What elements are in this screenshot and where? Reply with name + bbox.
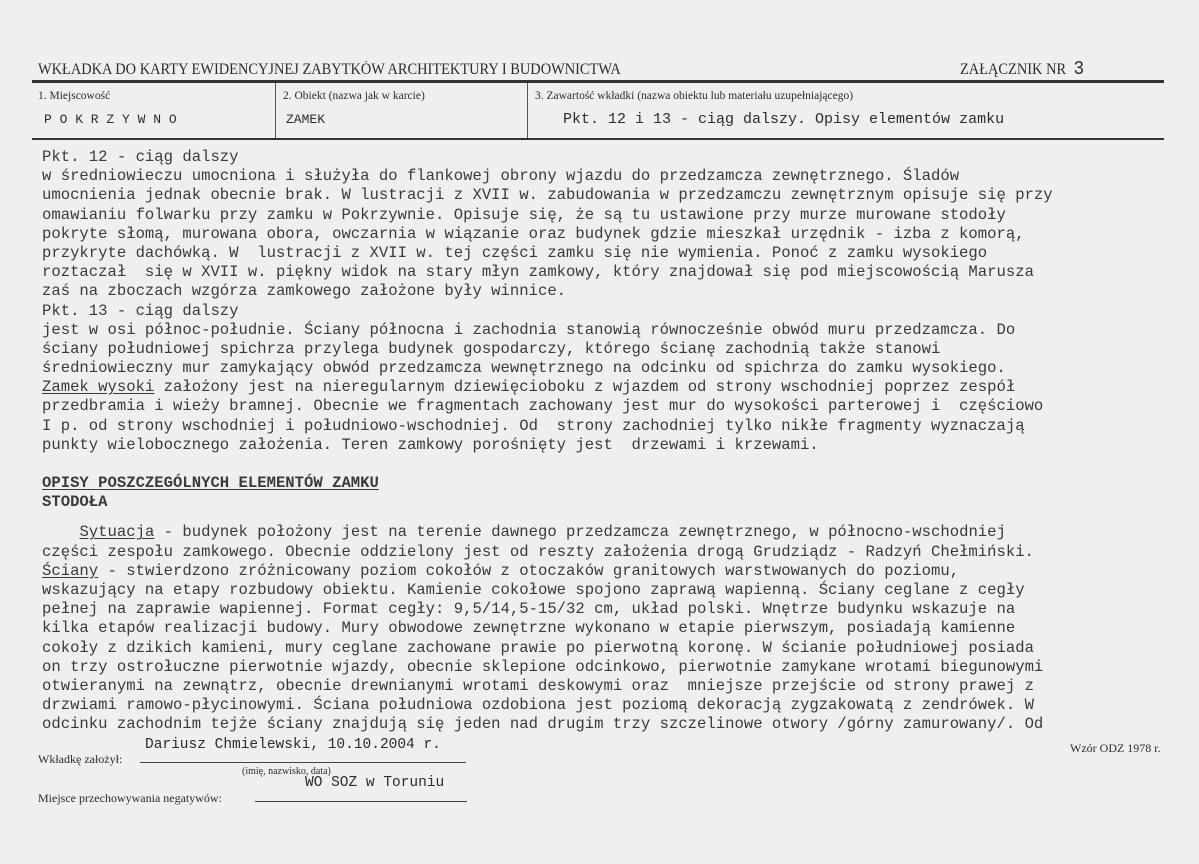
text-line bbox=[42, 436, 1053, 455]
line-text: Pkt. 13 - ciąg dalszy bbox=[42, 301, 239, 320]
text-line bbox=[42, 186, 1053, 205]
text-line bbox=[42, 378, 1053, 397]
line-text: wskazujący na etapy rozbudowy obiektu. Kamienie cokołowe spojono zaprawą wapienną. Ściany ceglane z cegły bbox=[42, 580, 1025, 599]
line-text: części zespołu zamkowego. Obecnie oddzielony jest od reszty założenia drogą Grudziądz - Radzyń Chełmiński. bbox=[42, 542, 1034, 561]
line-text: ściany południowej spichrza przylega budynek gospodarczy, którego ścianę zachodnią także stanowi bbox=[42, 339, 941, 358]
author-value: Dariusz Chmielewski, 10.10.2004 r. bbox=[145, 737, 441, 753]
text-line bbox=[42, 417, 1053, 436]
author-underline bbox=[140, 762, 466, 763]
line-text: omawianiu folwarku przy zamku w Pokrzywnie. Opisuje się, że są tu ustawione przy murze murowane stodoły bbox=[42, 205, 1006, 224]
text-line bbox=[42, 302, 1053, 321]
text-line bbox=[42, 600, 1053, 619]
line-text: pokryte słomą, murowana obora, owczarnia w wiązanie oraz budynek gdzie mieszkał urzędnik - izba z komorą, bbox=[42, 224, 1025, 243]
contents-value: Pkt. 12 i 13 - ciąg dalszy. Opisy elementów zamku bbox=[563, 111, 1005, 128]
text-line bbox=[42, 244, 1053, 263]
text-line bbox=[42, 397, 1053, 416]
template-note: Wzór ODZ 1978 r. bbox=[1070, 741, 1161, 755]
line-text: jest w osi północ-południe. Ściany północna i zachodnia stanowią równocześnie obwód muru przedzamcza. Do bbox=[42, 320, 1016, 339]
header-top-rule bbox=[32, 80, 1164, 83]
object-value: ZAMEK bbox=[286, 112, 326, 127]
text-line bbox=[42, 523, 1053, 542]
subsection-heading: STODOŁA bbox=[42, 493, 108, 512]
text-line bbox=[42, 543, 1053, 562]
underlined-term: Zamek wysoki bbox=[42, 378, 155, 397]
annex-label bbox=[960, 58, 1084, 80]
section-heading-text: OPISY POSZCZEGÓLNYCH ELEMENTÓW ZAMKU bbox=[42, 474, 379, 492]
line-text: założony jest na nieregularnym dziewięcioboku z wjazdem od strony wschodniej poprzez zespół bbox=[154, 378, 1016, 397]
text-line bbox=[42, 677, 1053, 696]
line-text: w średniowieczu umocniona i służyła do flankowej obrony wjazdu do przedzamcza zewnętrznego. Śladów bbox=[42, 167, 960, 186]
text-line bbox=[42, 206, 1053, 225]
indent bbox=[42, 523, 79, 541]
text-line bbox=[42, 263, 1053, 282]
document-body bbox=[42, 148, 1053, 734]
author-hint: (imię, nazwisko, data) bbox=[242, 766, 331, 777]
line-text: otwieranymi na zewnątrz, obecnie drewnianymi wrotami deskowymi oraz mniejsze przejście od strony prawej z bbox=[42, 676, 1034, 695]
line-text: drzwiami ramowo-płycinowymi. Ściana południowa ozdobiona jest poziomą dekoracją zygzakowatą z zendrówek. W bbox=[42, 696, 1034, 715]
annex-label-text: ZAŁĄCZNIK NR bbox=[960, 61, 1067, 78]
line-text: punkty wielobocznego założenia. Teren zamkowy porośnięty jest drzewami i krzewami. bbox=[42, 435, 819, 454]
text-line bbox=[42, 282, 1053, 301]
line-text: odcinku zachodnim tejże ściany znajdują się jeden nad drugim trzy szczelinowe otwory /górny zamurowany/. Od bbox=[42, 715, 1044, 734]
text-line bbox=[42, 619, 1053, 638]
field-divider bbox=[527, 83, 528, 140]
text-line bbox=[42, 321, 1053, 340]
text-line bbox=[42, 639, 1053, 658]
text-line bbox=[42, 715, 1053, 734]
line-text: on trzy ostrołuczne pierwotnie wjazdy, obecnie sklepione odcinkowo, pierwotnie zamykane wrotami biegunowymi bbox=[42, 657, 1044, 676]
form-title: WKŁADKA DO KARTY EWIDENCYJNEJ ZABYTKÓW ARCHITEKTURY I BUDOWNICTWA bbox=[38, 61, 621, 78]
text-line bbox=[42, 658, 1053, 677]
annex-number: 3 bbox=[1073, 58, 1085, 80]
author-label: Wkładkę założył: bbox=[38, 752, 123, 766]
line-text: I p. od strony wschodniej i południowo-wschodniej. Od strony zachodniej tylko nikłe fragmenty wyznaczają bbox=[42, 416, 1025, 435]
line-text: kilka etapów realizacji budowy. Mury obwodowe zewnętrzne wykonano w etapie pierwszym, posiadają kamienne bbox=[42, 619, 1016, 638]
storage-underline bbox=[255, 801, 467, 802]
line-text: pełnej na zaprawie wapiennej. Format cegły: 9,5/14,5-15/32 cm, układ polski. Wnętrze budynku wskazuje na bbox=[42, 600, 1016, 619]
line-text: umocnienia jednak obecnie brak. W lustracji z XVII w. zabudowania w przedzamczu zewnętrznym opisuje się przy bbox=[42, 186, 1053, 205]
text-line bbox=[42, 225, 1053, 244]
text-line bbox=[42, 581, 1053, 600]
underlined-term: Sytuacja bbox=[79, 523, 155, 542]
text-line bbox=[42, 359, 1053, 378]
line-text: średniowieczny mur zamykający obwód przedzamcza wewnętrznego na odcinku od spichrza do zamku wysokiego. bbox=[42, 359, 1006, 378]
line-text: przykryte dachówką. W lustracji z XVII w. tej części zamku się nie wymienia. Ponoć z zamku wysokiego bbox=[42, 243, 988, 262]
section-heading bbox=[42, 474, 1053, 493]
line-text: cokoły z dzikich kamieni, mury ceglane zachowane prawie po pierwotną koronę. W ścianie południowej posiada bbox=[42, 638, 1034, 657]
locality-value: P O K R Z Y W N O bbox=[44, 112, 177, 127]
line-text: - budynek położony jest na terenie dawnego przedzamcza zewnętrznego, w północno-wschodniej bbox=[154, 523, 1006, 542]
text-line bbox=[42, 148, 1053, 167]
spacer bbox=[42, 455, 1053, 474]
text-line bbox=[42, 696, 1053, 715]
contents-label: 3. Zawartość wkładki (nazwa obiektu lub materiału uzupełniającego) bbox=[535, 90, 854, 102]
line-text: roztaczał się w XVII w. piękny widok na stary młyn zamkowy, który znajdował się pod miejscowością Marusza bbox=[42, 263, 1034, 282]
text-line bbox=[42, 562, 1053, 581]
storage-value: WO SOZ w Toruniu bbox=[305, 775, 445, 791]
header-bottom-rule bbox=[32, 138, 1164, 140]
object-label: 2. Obiekt (nazwa jak w karcie) bbox=[283, 90, 425, 102]
storage-label: Miejsce przechowywania negatywów: bbox=[38, 791, 222, 805]
underlined-term: Ściany bbox=[42, 561, 99, 580]
line-text: - stwierdzono zróżnicowany poziom cokołów z otoczaków granitowych warstwowanych do poziomu, bbox=[98, 561, 960, 580]
field-divider bbox=[275, 83, 276, 140]
line-text: przedbramia i wieży bramnej. Obecnie we fragmentach zachowany jest mur do wysokości parterowej i częściowo bbox=[42, 397, 1044, 416]
locality-label: 1. Miejscowość bbox=[38, 90, 111, 102]
line-text: Pkt. 12 - ciąg dalszy bbox=[42, 148, 239, 166]
text-line bbox=[42, 340, 1053, 359]
spacer bbox=[42, 512, 1053, 523]
line-text: zaś na zboczach wzgórza zamkowego założone były winnice. bbox=[42, 282, 567, 301]
text-line bbox=[42, 167, 1053, 186]
